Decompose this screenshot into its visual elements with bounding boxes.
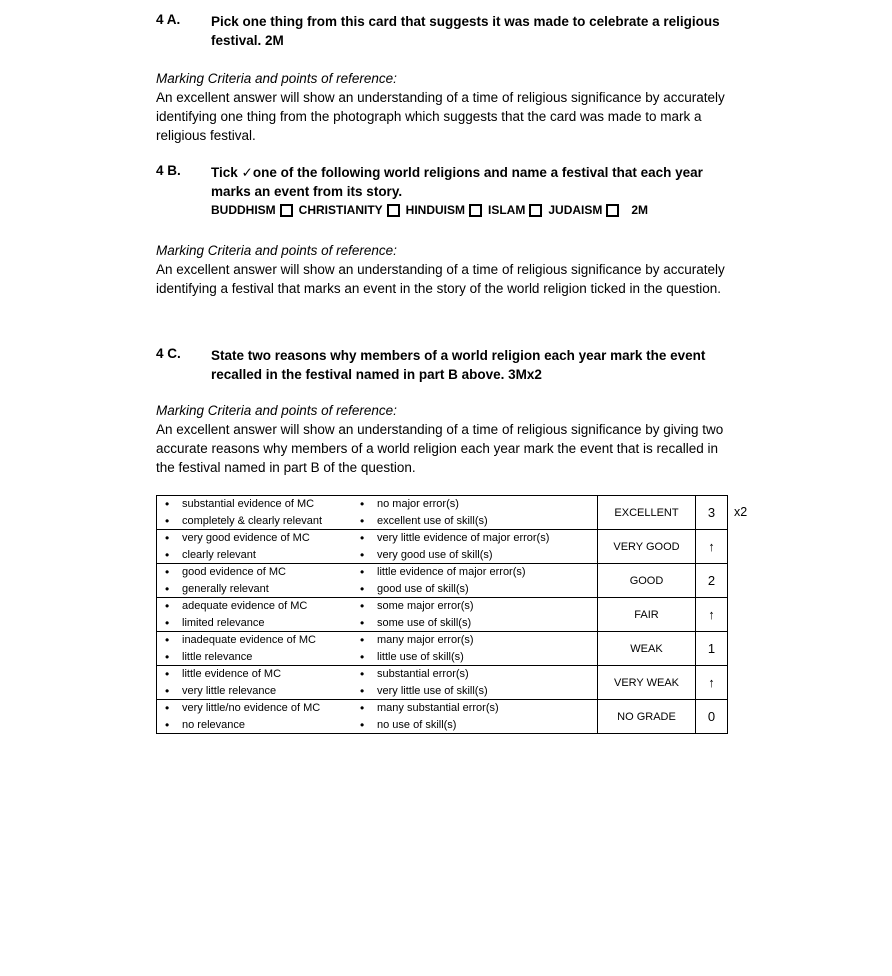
question-number: 4 B. — [156, 163, 181, 178]
question-4b — [156, 163, 746, 217]
religion-label: CHRISTIANITY — [298, 203, 383, 217]
grading-rubric-table — [156, 495, 764, 734]
marking-criteria-a — [156, 69, 736, 145]
list-item: • good evidence of MC — [157, 564, 352, 581]
list-item: • clearly relevant — [157, 547, 352, 564]
table-row — [157, 700, 765, 734]
table-row — [157, 496, 765, 530]
religion-label: ISLAM — [488, 203, 526, 217]
religion-option-buddhism — [211, 203, 293, 217]
score-cell: 2 — [696, 564, 728, 598]
criteria-title: Marking Criteria and points of reference: — [156, 403, 397, 418]
table-row — [157, 598, 765, 632]
list-item: • very little evidence of major error(s) — [352, 530, 597, 547]
criteria-title: Marking Criteria and points of reference: — [156, 71, 397, 86]
arrow-up-icon: ↑ — [696, 598, 728, 632]
religion-option-christianity — [299, 203, 400, 217]
grade-cell: VERY WEAK — [598, 666, 696, 700]
religion-option-judaism — [548, 203, 619, 217]
arrow-up-icon: ↑ — [696, 666, 728, 700]
errors-cell — [352, 530, 598, 564]
list-item: • very little relevance — [157, 683, 352, 700]
list-item: • no relevance — [157, 717, 352, 734]
list-item: • some use of skill(s) — [352, 615, 597, 632]
list-item: • little evidence of MC — [157, 666, 352, 683]
question-text: Tick ✓one of the following world religions and name a festival that each year marks an event from its story. — [211, 165, 703, 199]
marking-criteria-b — [156, 241, 736, 298]
multiplier-label: x2 — [734, 504, 748, 519]
evidence-cell — [157, 530, 353, 564]
checkbox[interactable] — [606, 204, 619, 217]
list-item: • substantial error(s) — [352, 666, 597, 683]
list-item: • very little/no evidence of MC — [157, 700, 352, 717]
religion-options — [211, 203, 746, 217]
evidence-cell — [157, 598, 353, 632]
arrow-up-icon: ↑ — [696, 530, 728, 564]
errors-cell — [352, 564, 598, 598]
table-row — [157, 666, 765, 700]
list-item: • little relevance — [157, 649, 352, 666]
grade-cell: EXCELLENT — [598, 496, 696, 530]
checkbox[interactable] — [387, 204, 400, 217]
grade-cell: WEAK — [598, 632, 696, 666]
marking-criteria-c — [156, 401, 736, 477]
checkbox[interactable] — [469, 204, 482, 217]
list-item: • little use of skill(s) — [352, 649, 597, 666]
checkbox[interactable] — [280, 204, 293, 217]
evidence-cell — [157, 666, 353, 700]
religion-option-islam — [488, 203, 542, 217]
religion-label: BUDDHISM — [211, 203, 276, 217]
grade-cell: GOOD — [598, 564, 696, 598]
grade-cell: NO GRADE — [598, 700, 696, 734]
marks-label: 2M — [631, 203, 649, 217]
list-item: • very good evidence of MC — [157, 530, 352, 547]
grade-cell: FAIR — [598, 598, 696, 632]
list-item: • inadequate evidence of MC — [157, 632, 352, 649]
score-cell: 0 — [696, 700, 728, 734]
list-item: • adequate evidence of MC — [157, 598, 352, 615]
errors-cell — [352, 700, 598, 734]
errors-cell — [352, 666, 598, 700]
list-item: • no use of skill(s) — [352, 717, 597, 734]
question-text: Pick one thing from this card that suggests it was made to celebrate a religious festival. 2M — [211, 14, 720, 48]
question-4c — [156, 346, 746, 384]
question-text: State two reasons why members of a world religion each year mark the event recalled in the festival named in part B above. 3Mx2 — [211, 348, 706, 382]
question-4a — [156, 12, 746, 50]
list-item: • excellent use of skill(s) — [352, 513, 597, 530]
list-item: • substantial evidence of MC — [157, 496, 352, 513]
checkbox[interactable] — [529, 204, 542, 217]
score-cell: 1 — [696, 632, 728, 666]
table-row — [157, 530, 765, 564]
grade-cell: VERY GOOD — [598, 530, 696, 564]
evidence-cell — [157, 496, 353, 530]
list-item: • very little use of skill(s) — [352, 683, 597, 700]
religion-label: JUDAISM — [548, 203, 603, 217]
list-item: • completely & clearly relevant — [157, 513, 352, 530]
religion-option-hinduism — [406, 203, 482, 217]
list-item: • no major error(s) — [352, 496, 597, 513]
criteria-text: An excellent answer will show an understanding of a time of religious significance by giving two accurate reasons why members of a world religion each year mark the event that is recalled in the festival named in part B of the question. — [156, 422, 724, 475]
score-cell: 3 — [696, 496, 728, 530]
criteria-text: An excellent answer will show an understanding of a time of religious significance by accurately identifying a festival that marks an event in the story of the world religion ticked in the question. — [156, 262, 725, 296]
list-item: • many major error(s) — [352, 632, 597, 649]
list-item: • very good use of skill(s) — [352, 547, 597, 564]
list-item: • limited relevance — [157, 615, 352, 632]
errors-cell — [352, 632, 598, 666]
list-item: • little evidence of major error(s) — [352, 564, 597, 581]
list-item: • good use of skill(s) — [352, 581, 597, 598]
errors-cell — [352, 598, 598, 632]
list-item: • some major error(s) — [352, 598, 597, 615]
evidence-cell — [157, 564, 353, 598]
question-number: 4 C. — [156, 346, 181, 361]
evidence-cell — [157, 632, 353, 666]
table-row — [157, 564, 765, 598]
table-row — [157, 632, 765, 666]
list-item: • generally relevant — [157, 581, 352, 598]
evidence-cell — [157, 700, 353, 734]
errors-cell — [352, 496, 598, 530]
question-number: 4 A. — [156, 12, 181, 27]
criteria-text: An excellent answer will show an understanding of a time of religious significance by accurately identifying one thing from the photograph which suggests that the card was made to mark a religious festival. — [156, 90, 725, 143]
religion-label: HINDUISM — [405, 203, 466, 217]
list-item: • many substantial error(s) — [352, 700, 597, 717]
criteria-title: Marking Criteria and points of reference: — [156, 243, 397, 258]
